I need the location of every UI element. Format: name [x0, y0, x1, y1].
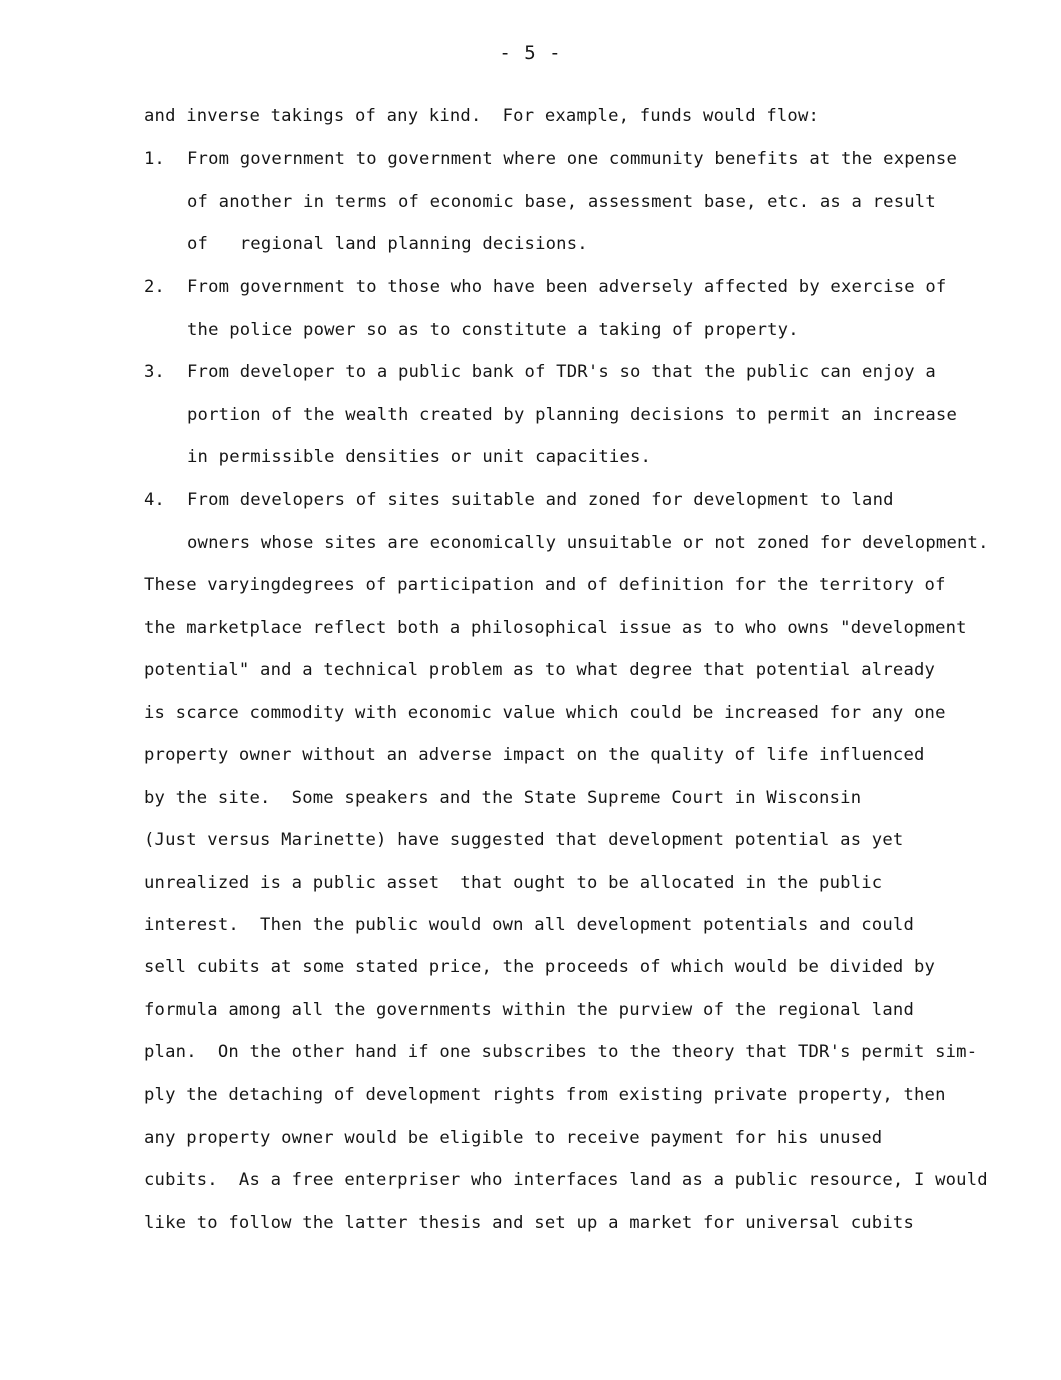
paragraph-line: unrealized is a public asset that ought to be allocated in the public: [144, 873, 883, 893]
paragraph-line: the marketplace reflect both a philosophical issue as to who owns "development: [144, 618, 967, 638]
list-item-number: 2.: [144, 277, 165, 297]
paragraph-line: property owner without an adverse impact on the quality of life influenced: [144, 745, 925, 765]
list-item-line: of regional land planning decisions.: [187, 234, 588, 254]
list-item-line: in permissible densities or unit capacities.: [187, 447, 652, 467]
paragraph-line: cubits. As a free enterpriser who interfaces land as a public resource, I would: [144, 1170, 988, 1190]
paragraph-line: formula among all the governments within the purview of the regional land: [144, 1000, 914, 1020]
paragraph-line: like to follow the latter thesis and set up a market for universal cubits: [144, 1213, 914, 1233]
intro-line: and inverse takings of any kind. For example, funds would flow:: [144, 106, 820, 126]
paragraph-line: ply the detaching of development rights from existing private property, then: [144, 1085, 946, 1105]
list-item-line: the police power so as to constitute a taking of property.: [187, 320, 799, 340]
list-item-number: 4.: [144, 490, 165, 510]
list-item-line: owners whose sites are economically unsuitable or not zoned for development.: [187, 533, 989, 553]
list-item-line: From government to government where one community benefits at the expense: [187, 149, 957, 169]
list-item-line: From government to those who have been adversely affected by exercise of: [187, 277, 947, 297]
list-item-line: portion of the wealth created by planning decisions to permit an increase: [187, 405, 957, 425]
paragraph-line: by the site. Some speakers and the State Supreme Court in Wisconsin: [144, 788, 862, 808]
paragraph-line: These varyingdegrees of participation and of definition for the territory of: [144, 575, 946, 595]
list-item-line: From developer to a public bank of TDR's so that the public can enjoy a: [187, 362, 936, 382]
paragraph-line: (Just versus Marinette) have suggested that development potential as yet: [144, 830, 904, 850]
page-number: - 5 -: [499, 42, 562, 64]
paragraph-line: any property owner would be eligible to receive payment for his unused: [144, 1128, 883, 1148]
list-item-number: 1.: [144, 149, 165, 169]
list-item-number: 3.: [144, 362, 165, 382]
list-item-line: of another in terms of economic base, assessment base, etc. as a result: [187, 192, 936, 212]
list-item-line: From developers of sites suitable and zoned for development to land: [187, 490, 894, 510]
paragraph-line: is scarce commodity with economic value which could be increased for any one: [144, 703, 946, 723]
paragraph-line: potential" and a technical problem as to what degree that potential already: [144, 660, 936, 680]
paragraph-line: sell cubits at some stated price, the proceeds of which would be divided by: [144, 957, 936, 977]
paragraph-line: interest. Then the public would own all development potentials and could: [144, 915, 914, 935]
paragraph-line: plan. On the other hand if one subscribes to the theory that TDR's permit sim-: [144, 1042, 978, 1062]
